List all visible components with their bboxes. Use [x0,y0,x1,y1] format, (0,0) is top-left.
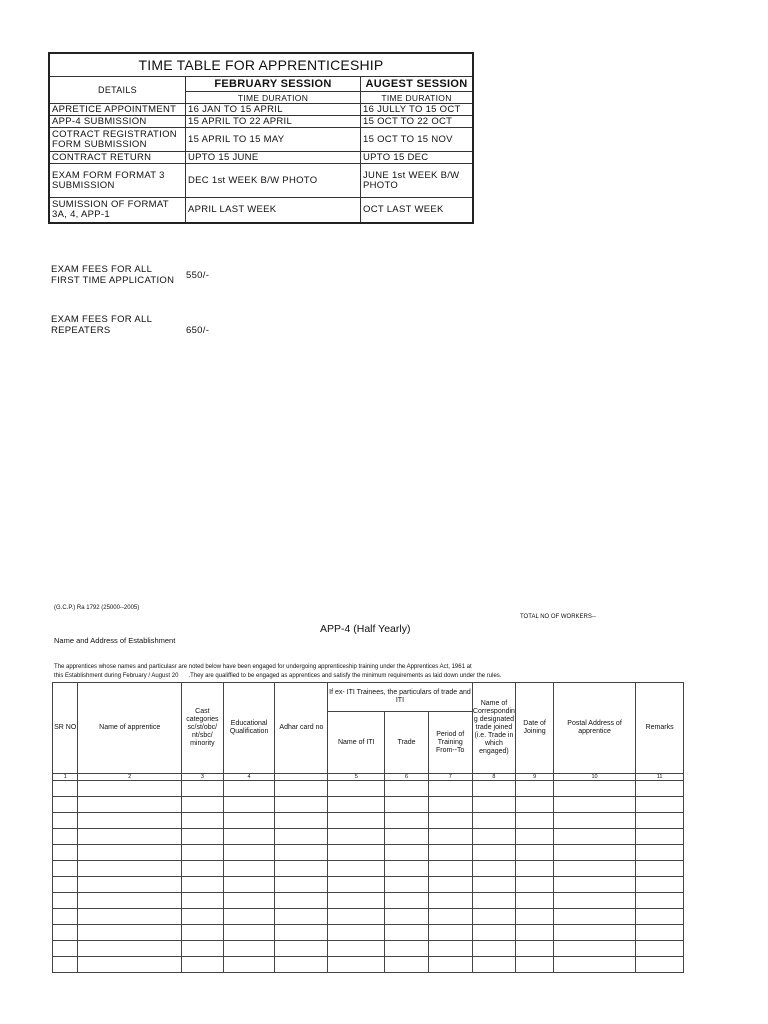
blank-cell [472,845,516,861]
aug-duration-label: TIME DURATION [361,92,474,104]
blank-cell [553,877,635,893]
timetable-feb: 16 JAN TO 15 APRIL [186,104,361,116]
blank-cell [328,845,385,861]
blank-cell [78,925,182,941]
blank-cell [275,957,328,973]
blank-cell [636,797,684,813]
blank-cell [428,829,472,845]
timetable-aug: 15 OCT TO 15 NOV [361,128,474,152]
blank-cell [385,893,429,909]
blank-cell [472,893,516,909]
header-apprentice-name: Name of apprentice [78,683,182,774]
blank-cell [182,845,224,861]
blank-cell [328,781,385,797]
blank-cell [223,877,275,893]
blank-cell [275,845,328,861]
col-num: 1 [53,774,78,781]
blank-cell [385,957,429,973]
blank-cell [275,877,328,893]
timetable-feb: APRIL LAST WEEK [186,198,361,223]
blank-row [53,797,684,813]
col-num: 3 [182,774,224,781]
timetable-feb: DEC 1st WEEK B/W PHOTO [186,164,361,198]
blank-cell [428,861,472,877]
blank-cell [385,861,429,877]
blank-cell [275,909,328,925]
blank-cell [275,813,328,829]
col-num: 4 [223,774,275,781]
blank-row [53,893,684,909]
blank-cell [328,941,385,957]
blank-cell [636,877,684,893]
col-num: 9 [516,774,554,781]
blank-cell [516,925,554,941]
header-iti-group: If ex- ITI Trainees, the particulars of trade and ITI [328,683,472,712]
blank-cell [636,925,684,941]
blank-cell [472,925,516,941]
timetable-detail: CONTRACT RETURN [49,152,186,164]
blank-cell [78,797,182,813]
blank-cell [472,797,516,813]
fees-first-value: 550/- [186,270,210,281]
blank-cell [182,925,224,941]
details-header: DETAILS [49,77,186,104]
blank-cell [182,941,224,957]
blank-cell [223,861,275,877]
blank-cell [328,957,385,973]
header-cast: Cast categories sc/st/obc/ nt/sbc/ minority [182,683,224,774]
col-num: 10 [553,774,635,781]
blank-cell [275,861,328,877]
blank-cell [428,845,472,861]
blank-cell [328,829,385,845]
blank-cell [328,877,385,893]
timetable-detail: COTRACT REGISTRATION FORM SUBMISSION [49,128,186,152]
fees-first-label: EXAM FEES FOR ALL FIRST TIME APPLICATION [51,264,175,286]
blank-cell [516,893,554,909]
aug-session-header: AUGEST SESSION [361,77,474,92]
blank-row [53,813,684,829]
timetable-aug: 15 OCT TO 22 OCT [361,116,474,128]
blank-cell [385,797,429,813]
blank-cell [553,893,635,909]
blank-cell [428,909,472,925]
app4-paragraph-2: this Establishment during February / August 20 .They are qualiffied to be engaged as apprentices and satisfy the minimum requirements as laid down under the rules. [54,673,502,679]
blank-cell [553,861,635,877]
blank-cell [78,893,182,909]
blank-cell [385,925,429,941]
blank-cell [636,893,684,909]
blank-cell [53,813,78,829]
blank-cell [385,845,429,861]
blank-cell [636,957,684,973]
blank-cell [553,845,635,861]
blank-cell [428,813,472,829]
blank-cell [53,797,78,813]
timetable-title: TIME TABLE FOR APPRENTICESHIP [49,53,473,77]
blank-cell [53,829,78,845]
blank-cell [78,957,182,973]
blank-cell [516,941,554,957]
blank-cell [275,893,328,909]
header-period: Period of Training From--To [428,712,472,774]
blank-cell [78,829,182,845]
blank-cell [53,941,78,957]
blank-cell [636,813,684,829]
blank-cell [472,813,516,829]
blank-cell [182,813,224,829]
timetable-aug: OCT LAST WEEK [361,198,474,223]
total-workers-label: TOTAL NO OF WORKERS-- [520,614,596,620]
blank-cell [78,813,182,829]
blank-cell [385,941,429,957]
blank-row [53,925,684,941]
blank-cell [516,909,554,925]
feb-duration-label: TIME DURATION [186,92,361,104]
fees-repeat-label: EXAM FEES FOR ALL REPEATERS [51,314,152,336]
blank-cell [53,893,78,909]
blank-cell [516,813,554,829]
blank-cell [53,925,78,941]
blank-cell [636,909,684,925]
blank-cell [275,797,328,813]
timetable-feb: 15 APRIL TO 15 MAY [186,128,361,152]
blank-cell [428,877,472,893]
col-num: 7 [428,774,472,781]
establishment-label: Name and Address of Establishment [54,636,176,645]
blank-row [53,781,684,797]
blank-cell [472,909,516,925]
blank-cell [636,829,684,845]
header-iti-name: Name of ITI [328,712,385,774]
col-num: 5 [328,774,385,781]
blank-cell [182,861,224,877]
blank-cell [472,877,516,893]
blank-cell [223,829,275,845]
blank-cell [553,797,635,813]
timetable-feb: UPTO 15 JUNE [186,152,361,164]
fees-repeat-value: 650/- [186,325,210,336]
blank-cell [223,893,275,909]
app4-table [52,682,684,973]
blank-row [53,829,684,845]
timetable-feb: 15 APRIL TO 22 APRIL [186,116,361,128]
blank-row [53,877,684,893]
blank-cell [636,781,684,797]
blank-cell [182,781,224,797]
blank-cell [428,957,472,973]
blank-cell [553,909,635,925]
blank-cell [275,925,328,941]
col-num [275,774,328,781]
blank-cell [182,829,224,845]
gcp-reference: (G.C.P.) Ra 1792 (25000--2005) [54,605,140,611]
blank-row [53,845,684,861]
blank-cell [182,797,224,813]
blank-cell [328,797,385,813]
blank-cell [53,845,78,861]
feb-session-header: FEBRUARY SESSION [186,77,361,92]
blank-cell [472,941,516,957]
blank-cell [78,845,182,861]
blank-cell [385,909,429,925]
blank-cell [328,813,385,829]
blank-cell [275,941,328,957]
timetable-detail: APP-4 SUBMISSION [49,116,186,128]
blank-row [53,861,684,877]
blank-row [53,941,684,957]
header-education: Educational Qualification [223,683,275,774]
blank-row [53,909,684,925]
blank-cell [53,877,78,893]
timetable-aug: UPTO 15 DEC [361,152,474,164]
blank-cell [182,957,224,973]
column-number-row [53,774,684,781]
blank-cell [328,893,385,909]
blank-cell [53,781,78,797]
col-num: 2 [78,774,182,781]
blank-cell [78,781,182,797]
blank-cell [516,797,554,813]
blank-cell [553,941,635,957]
blank-cell [223,797,275,813]
blank-cell [516,845,554,861]
blank-cell [428,941,472,957]
blank-cell [516,877,554,893]
blank-cell [328,909,385,925]
blank-cell [553,829,635,845]
blank-cell [385,813,429,829]
header-sr-no: SR NO [53,683,78,774]
blank-row [53,957,684,973]
blank-cell [636,845,684,861]
blank-cell [53,909,78,925]
blank-cell [223,909,275,925]
blank-cell [182,877,224,893]
blank-cell [223,813,275,829]
blank-cell [328,861,385,877]
blank-cell [553,781,635,797]
blank-cell [472,781,516,797]
timetable-detail: EXAM FORM FORMAT 3 SUBMISSION [49,164,186,198]
blank-cell [53,861,78,877]
blank-cell [223,781,275,797]
blank-cell [78,877,182,893]
blank-cell [223,845,275,861]
timetable-aug: 16 JULLY TO 15 OCT [361,104,474,116]
blank-cell [78,909,182,925]
blank-cell [428,925,472,941]
col-num: 11 [636,774,684,781]
blank-cell [428,797,472,813]
blank-cell [182,909,224,925]
blank-cell [385,781,429,797]
timetable-detail: SUMISSION OF FORMAT 3A, 4, APP-1 [49,198,186,223]
blank-cell [516,861,554,877]
blank-cell [516,957,554,973]
blank-cell [385,829,429,845]
blank-cell [428,893,472,909]
timetable-detail: APRETICE APPOINTMENT [49,104,186,116]
blank-cell [553,957,635,973]
blank-cell [428,781,472,797]
blank-cell [223,925,275,941]
blank-cell [53,957,78,973]
col-num: 6 [385,774,429,781]
timetable [48,52,474,224]
blank-rows [53,781,684,973]
blank-cell [472,861,516,877]
blank-cell [636,861,684,877]
blank-cell [328,925,385,941]
header-designated-trade: Name of Correspondin g designated trade joined (i.e. Trade in which engaged) [472,683,516,774]
blank-cell [472,829,516,845]
app4-paragraph-1: The apprentices whose names and particulasr are noted below have been engaged for undergoing apprenticeship training under the Apprentices Act, 1961 at [54,664,472,670]
blank-cell [223,941,275,957]
blank-cell [223,957,275,973]
blank-cell [636,941,684,957]
blank-cell [275,781,328,797]
blank-cell [516,829,554,845]
blank-cell [553,813,635,829]
blank-cell [78,941,182,957]
blank-cell [275,829,328,845]
blank-cell [472,957,516,973]
blank-cell [385,877,429,893]
blank-cell [553,925,635,941]
blank-cell [78,861,182,877]
header-date-of-joining: Date of Joining [516,683,554,774]
header-trade: Trade [385,712,429,774]
header-adhar: Adhar card no [275,683,328,774]
header-remarks: Remarks [636,683,684,774]
blank-cell [516,781,554,797]
timetable-aug: JUNE 1st WEEK B/W PHOTO [361,164,474,198]
blank-cell [182,893,224,909]
app4-title: APP-4 (Half Yearly) [320,623,411,635]
header-postal-address: Postal Address of apprentice [553,683,635,774]
col-num: 8 [472,774,516,781]
